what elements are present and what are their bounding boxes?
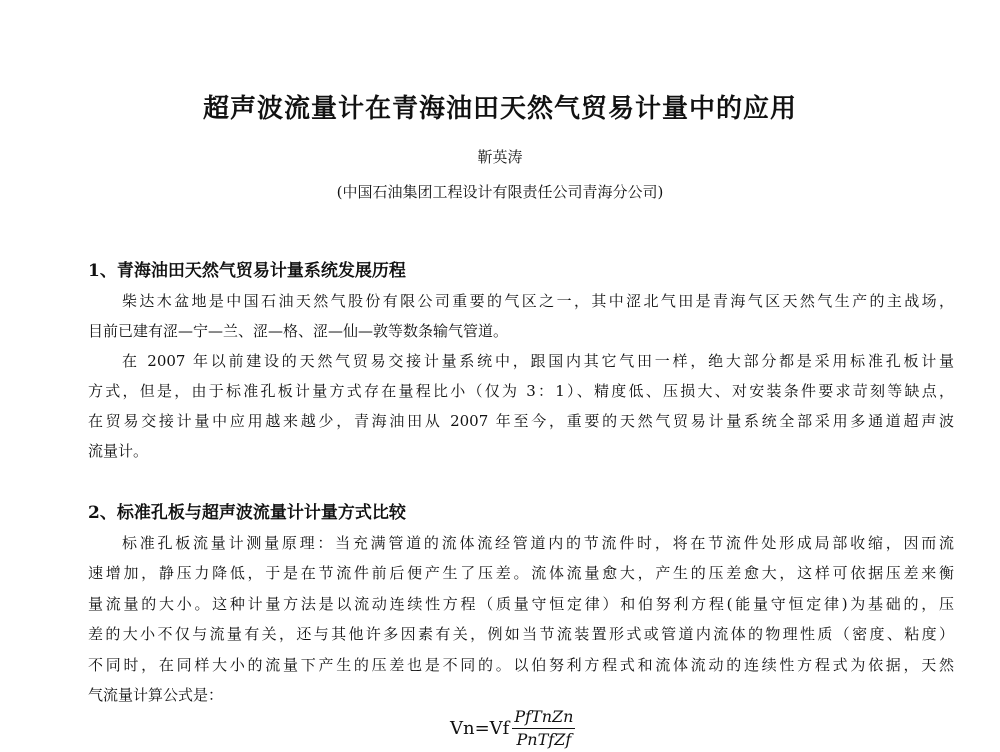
section-heading: 1、青海油田天然气贸易计量系统发展历程 [88,261,406,281]
paragraph-line: 速增加，静压力降低，于是在节流件前后便产生了压差。流体流量愈大，产生的压差愈大，这样可依据压差来衡 [88,564,954,582]
paragraph-line: 差的大小不仅与流量有关，还与其他许多因素有关，例如当节流装置形式或管道内流体的物理性质（密度、粘度） [88,625,954,643]
paper-title: 超声波流量计在青海油田天然气贸易计量中的应用 [202,94,797,124]
paragraph-line: 标准孔板流量计测量原理：当充满管道的流体流经管道内的节流件时，将在节流件处形成局部收缩，因而流 [122,534,954,552]
paragraph-line: 目前已建有涩—宁—兰、涩—格、涩—仙—敦等数条输气管道。 [88,322,509,340]
author-affiliation: (中国石油集团工程设计有限责任公司青海分公司) [336,183,664,201]
author-name: 靳英涛 [477,148,523,166]
paragraph-line: 柴达木盆地是中国石油天然气股份有限公司重要的气区之一，其中涩北气田是青海气区天然气生产的主战场， [122,292,954,310]
paragraph-line: 气流量计算公式是： [88,686,224,704]
flow-formula [450,706,575,751]
formula-numerator: PfTnZn [512,706,575,729]
paragraph-line: 不同时，在同样大小的流量下产生的压差也是不同的。以伯努利方程式和流体流动的连续性方程式为依据，天然 [88,656,954,674]
section-heading: 2、标准孔板与超声波流量计计量方式比较 [88,503,406,523]
paragraph-line: 在贸易交接计量中应用越来越少，青海油田从 2007 年至今，重要的天然气贸易计量系统全部采用多通道超声波 [88,412,954,430]
paragraph-line: 方式，但是，由于标准孔板计量方式存在量程比小（仅为 3：1）、精度低、压损大、对安装条件要求苛刻等缺点， [88,382,954,400]
formula-lhs: Vn=Vf [450,718,510,739]
paragraph-line: 量流量的大小。这种计量方法是以流动连续性方程（质量守恒定律）和伯努利方程(能量守恒定律)为基础的，压 [88,595,954,613]
paragraph-line: 在 2007 年以前建设的天然气贸易交接计量系统中，跟国内其它气田一样，绝大部分都是采用标准孔板计量 [122,352,954,370]
formula-fraction [512,706,575,751]
formula-denominator: PnTfZf [516,730,572,749]
paragraph-line: 流量计。 [88,442,149,460]
